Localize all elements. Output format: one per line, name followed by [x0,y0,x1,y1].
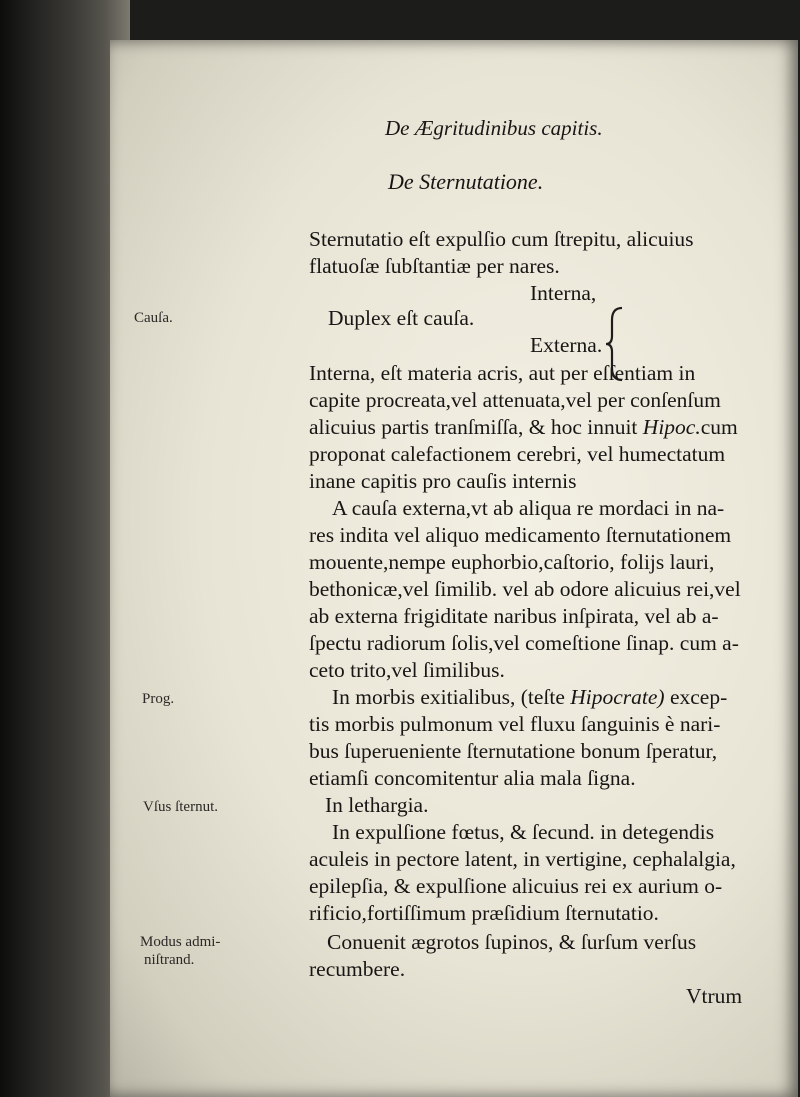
margin-note-prognosis: Prog. [142,691,175,707]
text-line: ſpectu radiorum ſolis,vel comeſtione ſinap. cum a- [309,631,739,655]
text-line: res indita vel aliquo medicamento ſternutationem [309,523,732,547]
author-reference: Hipoc. [642,415,701,439]
text-line [309,414,738,440]
text-run: cum [700,415,738,439]
text-line: proponat calefactionem cerebri, vel humectatum [309,442,726,466]
text-line: inane capitis pro cauſis internis [309,469,577,493]
text-line: Conuenit ægrotos ſupinos, & ſurſum verſus [327,930,697,954]
text-line: recumbere. [309,957,406,981]
text-line: A cauſa externa,vt ab aliqua re mordaci in na- [332,496,725,520]
text-line: Interna, [530,281,597,305]
text-line: Duplex eſt cauſa. [328,306,475,330]
section-title: De Sternutatione. [388,169,544,194]
running-head: De Ægritudinibus capitis. [385,116,603,140]
margin-note-modus: Modus admi- [140,934,221,950]
text-line: bus ſuperueniente ſternutatione bonum ſperatur, [309,739,718,763]
margin-note-causa: Cauſa. [134,310,173,326]
text-line: Interna, eſt materia acris, aut per eſſentiam in [309,361,696,385]
text-line: rificio,fortiſſimum præſidium ſternutatio. [309,901,659,925]
text-line: Externa. [530,333,603,357]
text-line: ab externa frigiditate naribus inſpirata, vel ab a- [309,604,719,628]
catchword: Vtrum [686,984,743,1008]
text-line: etiamſi concomitentur alia mala ſigna. [309,766,636,790]
margin-note-usus: Vſus ſternut. [143,799,218,815]
text-line: aculeis in pectore latent, in vertigine, cephalalgia, [309,847,736,871]
author-reference: Hipocrate) [570,685,665,709]
book-page [110,40,798,1097]
text-line: capite procreata,vel attenuata,vel per conſenſum [309,388,721,412]
text-line: mouente,nempe euphorbio,caſtorio, folijs lauri, [309,550,715,574]
text-line: In lethargia. [325,793,429,817]
text-run: alicuius partis tranſmiſſa, & hoc innuit [309,415,638,439]
text-line: bethonicæ,vel ſimilib. vel ab odore alicuius rei,vel [309,577,741,601]
text-line: tis morbis pulmonum vel fluxu ſanguinis è nari- [309,712,721,736]
text-run: In morbis exitialibus, (teſte [332,685,565,709]
text-line: flatuoſæ ſubſtantiæ per nares. [309,254,560,278]
text-line: Sternutatio eſt expulſio cum ſtrepitu, alicuius [309,227,694,251]
text-line: ceto trito,vel ſimilibus. [309,658,505,682]
margin-note-modus-cont: niſtrand. [144,952,195,968]
text-line: epilepſia, & expulſione alicuius rei ex aurium o- [309,874,723,898]
text-line [332,684,727,710]
text-line: In expulſione fœtus, & ſecund. in detegendis [332,820,715,844]
text-run: excep- [669,685,728,709]
